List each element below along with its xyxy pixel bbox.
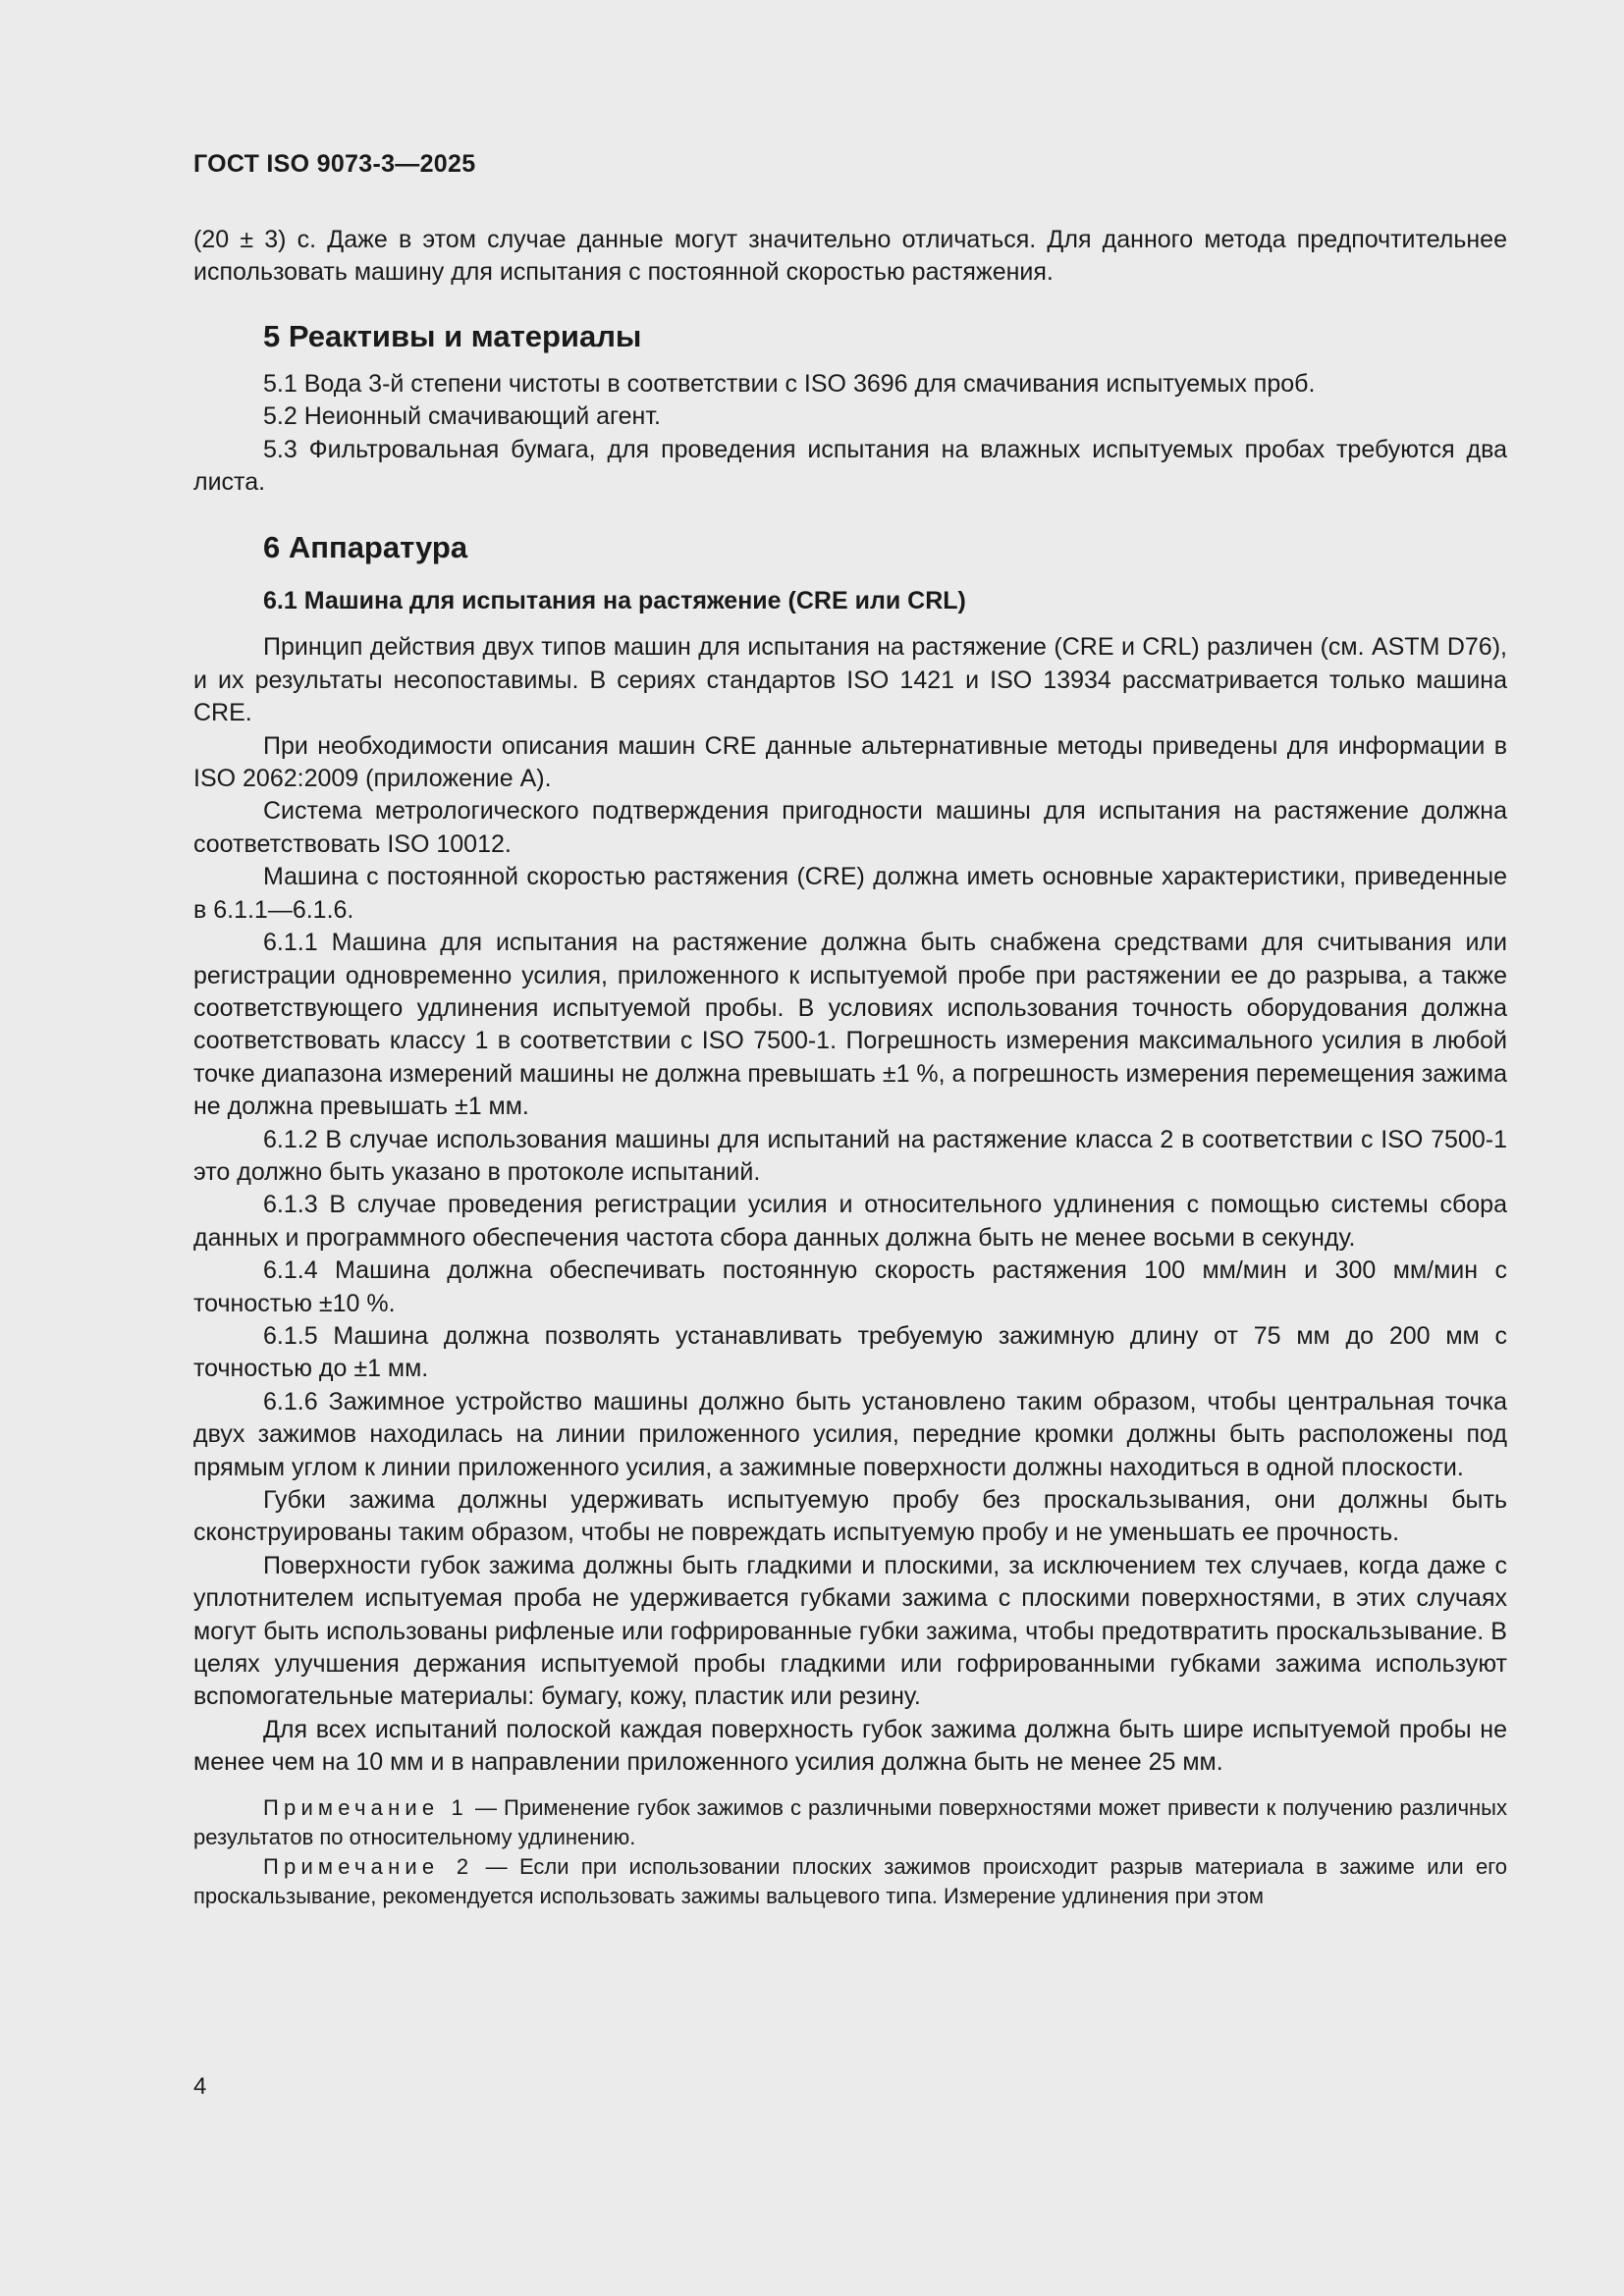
document-header: ГОСТ ISO 9073-3—2025 — [193, 150, 476, 178]
paragraph: Губки зажима должны удерживать испытуемую пробу без проскальзывания, они должны быть сконструированы таким образом, чтобы не повреждать испытуемую пробу и не уменьшать ее прочность. — [193, 1486, 1507, 1547]
note-label: Примечание 2 — [263, 1853, 474, 1879]
subsection-6-1-heading: 6.1 Машина для испытания на растяжение (CRE или CRL) — [263, 587, 966, 615]
paragraph: Система метрологического подтверждения пригодности машины для испытания на растяжение должна соответствовать ISO 10012. — [193, 797, 1507, 858]
clause-6-1-4: 6.1.4 Машина должна обеспечивать постоянную скорость растяжения 100 мм/мин и 300 мм/мин с точностью ±10 %. — [193, 1256, 1507, 1317]
section-6-heading: 6 Аппаратура — [263, 530, 468, 565]
clause-6-1-1: 6.1.1 Машина для испытания на растяжение должна быть снабжена средствами для считывания или регистрации одновременно усилия, приложенного к испытуемой пробе при растяжении ее до разрыва, а также соответствующего удлинения испытуемой пробы. В условиях использования точность оборудования должна соответствовать классу 1 в соответствии с ISO 7500-1. Погрешность измерения максимального усилия в любой точке диапазона измерений машины не должна превышать ±1 %, а погрешность измерения перемещения зажима не должна превышать ±1 мм. — [193, 929, 1507, 1121]
page-number: 4 — [193, 2073, 207, 2100]
note-1 — [193, 1793, 1507, 1852]
page-content — [193, 224, 1507, 1911]
intro-paragraph: (20 ± 3) с. Даже в этом случае данные могут значительно отличаться. Для данного метода предпочтительнее использовать машину для испытания с постоянной скоростью растяжения. — [193, 226, 1507, 287]
section-5-list — [193, 368, 1507, 500]
note-label: Примечание 1 — [263, 1794, 468, 1820]
section-6-body — [193, 631, 1507, 1779]
paragraph: При необходимости описания машин CRE данные альтернативные методы приведены для информации в ISO 2062:2009 (приложение А). — [193, 731, 1507, 793]
clause-6-1-2: 6.1.2 В случае использования машины для испытаний на растяжение класса 2 в соответствии с ISO 7500-1 это должно быть указано в протоколе испытаний. — [193, 1125, 1507, 1186]
clause-6-1-5: 6.1.5 Машина должна позволять устанавливать требуемую зажимную длину от 75 мм до 200 мм с точностью до ±1 мм. — [193, 1321, 1507, 1383]
item-5-1: 5.1 Вода 3-й степени чистоты в соответствии с ISO 3696 для смачивания испытуемых проб. — [263, 369, 1316, 398]
item-5-2: 5.2 Неионный смачивающий агент. — [263, 402, 661, 431]
paragraph: Машина с постоянной скоростью растяжения (CRE) должна иметь основные характеристики, приведенные в 6.1.1—6.1.6. — [193, 863, 1507, 924]
clause-6-1-6: 6.1.6 Зажимное устройство машины должно быть установлено таким образом, чтобы центральная точка двух зажимов находилась на линии приложенного усилия, передние кромки должны быть расположены под прямым углом к линии приложенного усилия, а зажимные поверхности должны находиться в одной плоскости. — [193, 1387, 1507, 1481]
note-2 — [193, 1852, 1507, 1911]
notes-block — [193, 1793, 1507, 1911]
item-5-3: 5.3 Фильтровальная бумага, для проведения испытания на влажных испытуемых пробах требуются два листа. — [193, 435, 1507, 497]
paragraph: Принцип действия двух типов машин для испытания на растяжение (CRE и CRL) различен (см. ASTM D76), и их результаты несопоставимы. В сериях стандартов ISO 1421 и ISO 13934 рассматривается только машина CRE. — [193, 633, 1507, 727]
paragraph: Поверхности губок зажима должны быть гладкими и плоскими, за исключением тех случаев, когда даже с уплотнителем испытуемая проба не удерживается губками зажима с плоскими поверхностями, в этих случаях могут быть использованы рифленые или гофрированные губки зажима, чтобы предотвратить проскальзывание. В целях улучшения держания испытуемой пробы гладкими или гофрированными губками зажима используют вспомогательные материалы: бумагу, кожу, пластик или резину. — [193, 1551, 1507, 1711]
section-5-heading: 5 Реактивы и материалы — [263, 318, 642, 353]
paragraph: Для всех испытаний полоской каждая поверхность губок зажима должна быть шире испытуемой пробы не менее чем на 10 мм и в направлении приложенного усилия должна быть не менее 25 мм. — [193, 1715, 1507, 1777]
note-text: — Применение губок зажимов с различными поверхностями может привести к получению различных результатов по относительному удлинению. — [193, 1794, 1507, 1849]
note-text: — Если при использовании плоских зажимов происходит разрыв материала в зажиме или его проскальзывание, рекомендуется использовать зажимы вальцевого типа. Измерение удлинения при этом — [193, 1853, 1507, 1908]
clause-6-1-3: 6.1.3 В случае проведения регистрации усилия и относительного удлинения с помощью системы сбора данных и программного обеспечения частота сбора данных должна быть не менее восьми в секунду. — [193, 1191, 1507, 1252]
